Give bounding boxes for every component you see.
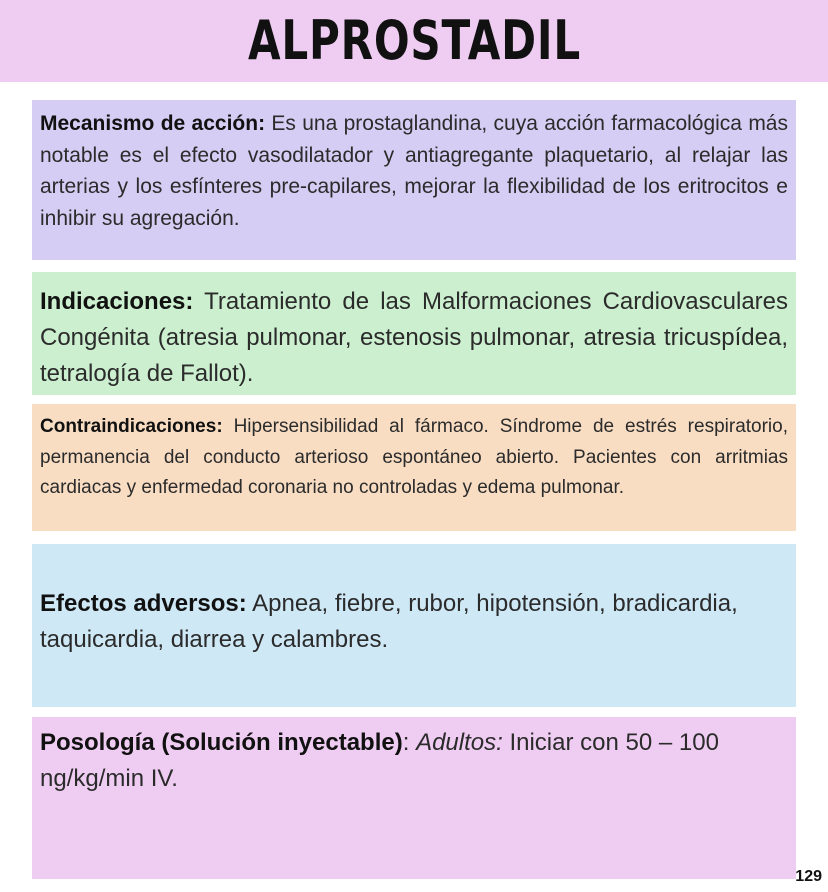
- page-number: 129: [795, 868, 822, 885]
- posologia-colon: :: [402, 729, 417, 756]
- indicaciones-label: Indicaciones:: [40, 288, 194, 315]
- page-title: ALPROSTADIL: [247, 9, 581, 72]
- contraindicaciones-section: [32, 404, 796, 531]
- posologia-section: [32, 717, 796, 879]
- mecanismo-label: Mecanismo de acción:: [40, 112, 266, 135]
- posologia-label: Posología (Solución inyectable): [40, 729, 403, 756]
- efectos-label: Efectos adversos:: [40, 590, 247, 617]
- title-band: [0, 0, 828, 82]
- contraindicaciones-label: Contraindicaciones:: [40, 416, 223, 437]
- posologia-adultos: Adultos:: [416, 729, 503, 756]
- mecanismo-text: Es una prostaglandina, cuya acción farmacológica más notable es el efecto vasodilatador y antiagregante plaquetario, al relajar las arterias y los esfínteres pre-capilares, mejorar la flexibilidad de los eritrocitos e inhibir su agregación.: [40, 112, 788, 230]
- efectos-section: [32, 544, 796, 707]
- contraindicaciones-text: Hipersensibilidad al fármaco. Síndrome de estrés respiratorio, permanencia del conducto arterioso espontáneo abierto. Pacientes con arritmias cardiacas y enfermedad coronaria no controladas y edema pulmonar.: [40, 416, 788, 498]
- posologia-text: Iniciar con 50 – 100 ng/kg/min IV.: [40, 729, 719, 792]
- indicaciones-section: [32, 272, 796, 395]
- indicaciones-text: Tratamiento de las Malformaciones Cardiovasculares Congénita (atresia pulmonar, estenosis pulmonar, atresia tricuspídea, tetralogía de Fallot).: [40, 288, 788, 387]
- efectos-text: Apnea, fiebre, rubor, hipotensión, bradicardia, taquicardia, diarrea y calambres.: [40, 590, 738, 653]
- mecanismo-section: [32, 100, 796, 260]
